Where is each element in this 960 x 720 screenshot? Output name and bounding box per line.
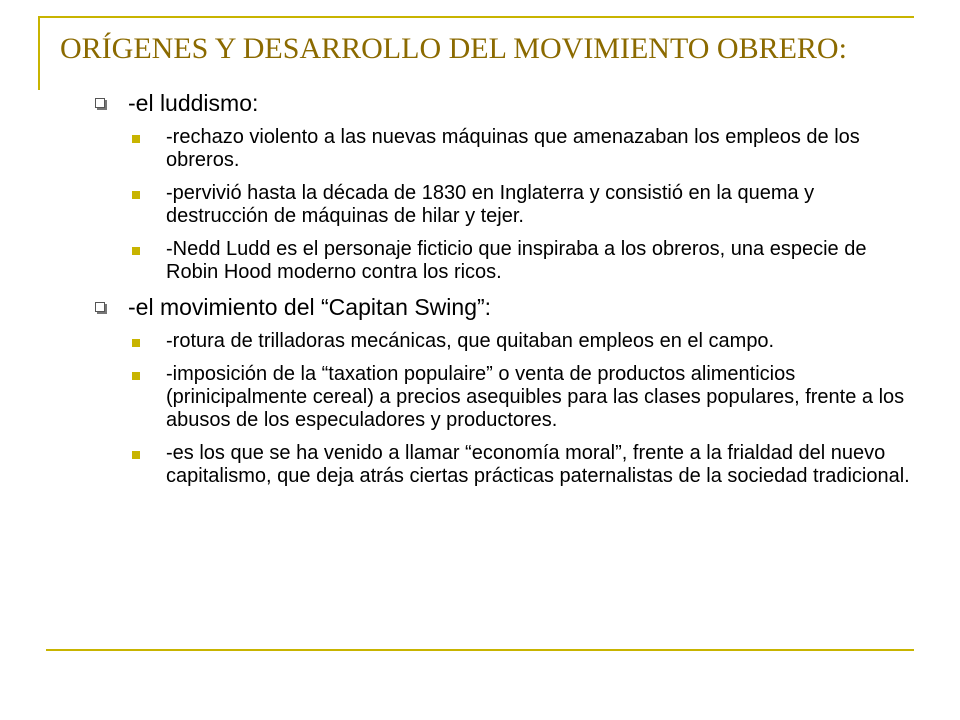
footer-divider-line (46, 649, 914, 651)
bullet-text: -rechazo violento a las nuevas máquinas que amenazaban los empleos de los obreros. (166, 126, 860, 171)
bullet-text: -Nedd Ludd es el personaje ficticio que inspiraba a los obreros, una especie de Robin Hood moderno contra los ricos. (166, 238, 867, 283)
bullet-item (128, 330, 912, 353)
slide-title: ORÍGENES Y DESARROLLO DEL MOVIMIENTO OBRERO: (60, 32, 847, 65)
bullet-item (128, 238, 912, 284)
bullet-text: -pervivió hasta la década de 1830 en Inglaterra y consistió en la quema y destrucción de máquinas de hilar y tejer. (166, 182, 815, 227)
bullet-text: -rotura de trilladoras mecánicas, que quitaban empleos en el campo. (166, 330, 775, 352)
section-heading-capitan-swing (92, 294, 912, 320)
filled-square-bullet-icon (132, 247, 140, 255)
section-heading-luddismo (92, 90, 912, 116)
title-accent-vertical-line (38, 16, 40, 90)
bullet-item (128, 442, 912, 488)
bullet-item (128, 363, 912, 432)
title-accent-top-line (38, 16, 914, 18)
square-bullet-icon (95, 98, 105, 108)
section-heading-text: -el movimiento del “Capitan Swing”: (128, 294, 492, 320)
filled-square-bullet-icon (132, 135, 140, 143)
slide-content (92, 90, 912, 498)
square-bullet-icon (95, 302, 105, 312)
bullet-text: -imposición de la “taxation populaire” o venta de productos alimenticios (prinicipalmente cereal) a precios asequibles para las clases populares, frente a los abusos de los especuladores y productores. (166, 363, 905, 431)
bullet-item (128, 126, 912, 172)
filled-square-bullet-icon (132, 451, 140, 459)
filled-square-bullet-icon (132, 372, 140, 380)
filled-square-bullet-icon (132, 339, 140, 347)
filled-square-bullet-icon (132, 191, 140, 199)
bullet-item (128, 182, 912, 228)
section-heading-text: -el luddismo: (128, 90, 259, 116)
bullet-text: -es los que se ha venido a llamar “economía moral”, frente a la frialdad del nuevo capitalismo, que deja atrás ciertas prácticas paternalistas de la sociedad tradicional. (166, 442, 910, 487)
